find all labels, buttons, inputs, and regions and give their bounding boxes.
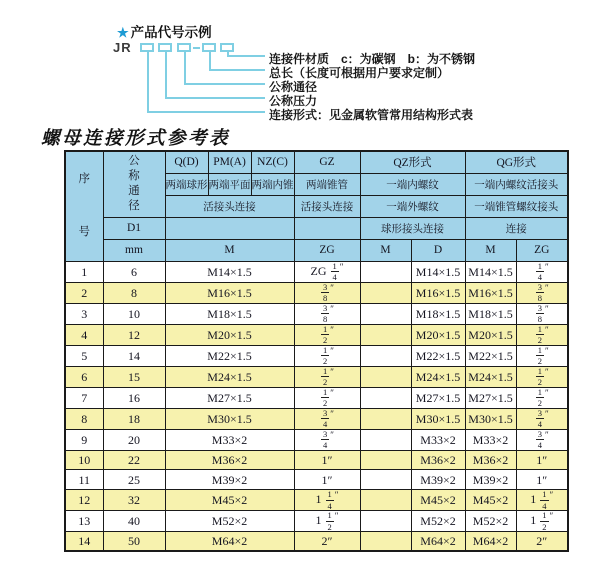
live-joint-header: 活接头连接 — [165, 195, 294, 217]
seq-cell: 1 — [65, 261, 103, 282]
dn-cell: 8 — [103, 282, 165, 303]
qg-m-cell: M18×1.5 — [465, 303, 516, 324]
seq-cell: 7 — [65, 387, 103, 408]
qz-m-cell — [360, 261, 411, 282]
diagram-label-diameter: 公称通径 — [269, 80, 318, 94]
m-thread-cell: M36×2 — [165, 450, 294, 470]
m-thread-cell: M27×1.5 — [165, 387, 294, 408]
qg-inner-thread-header: 一端内螺纹活接头 — [465, 173, 568, 195]
qg-m-cell: M27×1.5 — [465, 387, 516, 408]
dn-cell: 14 — [103, 345, 165, 366]
qg-conn-header: 连接 — [465, 217, 568, 239]
qz-d-cell: M64×2 — [411, 532, 465, 552]
diagram-heading — [117, 21, 212, 41]
qg-m-cell: M45×2 — [465, 490, 516, 511]
table-row — [65, 429, 568, 450]
qz-m-cell — [360, 366, 411, 387]
qz-d-cell: M30×1.5 — [411, 408, 465, 429]
mm-header: mm — [103, 239, 165, 261]
table-title: 螺母连接形式参考表 — [41, 129, 231, 149]
seq-cell: 9 — [65, 429, 103, 450]
dn-cell: 25 — [103, 470, 165, 490]
qg-zg-cell: $\frac{1}{2}$ ″ — [516, 366, 568, 387]
seq-cell: 13 — [65, 511, 103, 532]
qz-m-cell — [360, 282, 411, 303]
col-qz-header: QZ形式 — [360, 151, 465, 173]
table-row — [65, 261, 568, 282]
qz-m-cell — [360, 387, 411, 408]
gz-thread-header: ZG — [294, 239, 360, 261]
table-row — [65, 408, 568, 429]
seq-cell: 10 — [65, 450, 103, 470]
code-dash — [193, 47, 200, 49]
qz-d-cell: M36×2 — [411, 450, 465, 470]
qg-m-cell: M30×1.5 — [465, 408, 516, 429]
m-thread-header: M — [165, 239, 294, 261]
seq-cell: 14 — [65, 532, 103, 552]
gz-thread-cell: 1 $\frac{1}{4}$ ″ — [294, 490, 360, 511]
blank-header-gz — [294, 217, 360, 239]
qz-m-cell — [360, 345, 411, 366]
qz-m-cell — [360, 490, 411, 511]
gz-thread-cell: $\frac{1}{2}$ ″ — [294, 324, 360, 345]
qg-zg-cell: $\frac{1}{2}$ ″ — [516, 324, 568, 345]
table-row — [65, 387, 568, 408]
qg-zg-cell: 1″ — [516, 450, 568, 470]
m-thread-cell: M52×2 — [165, 511, 294, 532]
dn-cell: 20 — [103, 429, 165, 450]
code-box-5 — [220, 43, 234, 52]
code-box-1 — [140, 43, 154, 52]
table-row — [65, 490, 568, 511]
diagram-label-material: 连接件材质 c：为碳钢 b：为不锈钢 — [269, 52, 476, 66]
qz-inner-thread-header: 一端内螺纹 — [360, 173, 465, 195]
qz-m-header: M — [360, 239, 411, 261]
dn-cell: 40 — [103, 511, 165, 532]
qg-zg-header: ZG — [516, 239, 568, 261]
dn-cell: 18 — [103, 408, 165, 429]
product-code-prefix: JR — [113, 40, 132, 55]
qg-m-header: M — [465, 239, 516, 261]
qg-zg-cell: $\frac{3}{4}$ ″ — [516, 429, 568, 450]
gz-thread-cell: ZG $\frac{1}{4}$ ″ — [294, 261, 360, 282]
qz-d-cell: M45×2 — [411, 490, 465, 511]
dn-cell: 10 — [103, 303, 165, 324]
qg-m-cell: M52×2 — [465, 511, 516, 532]
nzc-ends-header: 两端内锥 — [251, 173, 294, 195]
qg-m-cell: M36×2 — [465, 450, 516, 470]
m-thread-cell: M16×1.5 — [165, 282, 294, 303]
blank-header-left — [165, 217, 294, 239]
table-row — [65, 345, 568, 366]
m-thread-cell: M30×1.5 — [165, 408, 294, 429]
qz-d-cell: M22×1.5 — [411, 345, 465, 366]
table-row — [65, 366, 568, 387]
col-pma-header: PM(A) — [208, 151, 251, 173]
m-thread-cell: M18×1.5 — [165, 303, 294, 324]
qg-zg-cell: 1 $\frac{1}{4}$ ″ — [516, 490, 568, 511]
diagram-label-connection: 连接形式：见金属软管常用结构形式表 — [269, 108, 474, 122]
reference-table — [64, 150, 569, 552]
qg-m-cell: M14×1.5 — [465, 261, 516, 282]
qg-zg-cell: 1″ — [516, 470, 568, 490]
qg-m-cell: M22×1.5 — [465, 345, 516, 366]
qz-d-cell: M20×1.5 — [411, 324, 465, 345]
star-icon: ★ — [117, 25, 129, 40]
gz-thread-cell: $\frac{1}{2}$ ″ — [294, 366, 360, 387]
qz-m-cell — [360, 324, 411, 345]
qg-taper-thread-header: 一端锥管螺纹接头 — [465, 195, 568, 217]
dn-cell: 32 — [103, 490, 165, 511]
qz-d-cell: M33×2 — [411, 429, 465, 450]
m-thread-cell: M14×1.5 — [165, 261, 294, 282]
dn-cell: 22 — [103, 450, 165, 470]
qg-zg-cell: $\frac{1}{2}$ ″ — [516, 387, 568, 408]
qz-d-header: D — [411, 239, 465, 261]
qg-m-cell: M24×1.5 — [465, 366, 516, 387]
gz-thread-cell: $\frac{3}{4}$ ″ — [294, 429, 360, 450]
table-row — [65, 324, 568, 345]
qg-zg-cell: $\frac{3}{8}$ ″ — [516, 282, 568, 303]
gz-thread-cell: 1″ — [294, 470, 360, 490]
dn-cell: 6 — [103, 261, 165, 282]
diagram-heading-text: 产品代号示例 — [130, 25, 212, 40]
dn-cell: 16 — [103, 387, 165, 408]
dn-header: 公称通径 — [103, 151, 165, 217]
qz-m-cell — [360, 470, 411, 490]
qg-zg-cell: $\frac{1}{4}$ ″ — [516, 261, 568, 282]
gz-thread-cell: 1″ — [294, 450, 360, 470]
gz-thread-cell: 2″ — [294, 532, 360, 552]
seq-cell: 3 — [65, 303, 103, 324]
qz-d-cell: M16×1.5 — [411, 282, 465, 303]
dn-cell: 12 — [103, 324, 165, 345]
d1-header: D1 — [103, 217, 165, 239]
qg-zg-cell: 1 $\frac{1}{2}$ ″ — [516, 511, 568, 532]
qz-m-cell — [360, 303, 411, 324]
code-box-3 — [177, 43, 191, 52]
seq-cell: 12 — [65, 490, 103, 511]
qz-d-cell: M18×1.5 — [411, 303, 465, 324]
pma-ends-header: 两端平面 — [208, 173, 251, 195]
table-row — [65, 303, 568, 324]
gz-thread-cell: $\frac{1}{2}$ ″ — [294, 345, 360, 366]
m-thread-cell: M22×1.5 — [165, 345, 294, 366]
qg-m-cell: M20×1.5 — [465, 324, 516, 345]
qz-d-cell: M24×1.5 — [411, 366, 465, 387]
dn-cell: 15 — [103, 366, 165, 387]
seq-cell: 6 — [65, 366, 103, 387]
code-box-2 — [158, 43, 172, 52]
diagram-label-pressure: 公称压力 — [269, 94, 318, 108]
qz-m-cell — [360, 511, 411, 532]
seq-cell: 5 — [65, 345, 103, 366]
table-row — [65, 450, 568, 470]
qz-m-cell — [360, 408, 411, 429]
qz-d-cell: M52×2 — [411, 511, 465, 532]
gz-thread-cell: 1 $\frac{1}{2}$ ″ — [294, 511, 360, 532]
col-nzc-header: NZ(C) — [251, 151, 294, 173]
qz-m-cell — [360, 429, 411, 450]
m-thread-cell: M24×1.5 — [165, 366, 294, 387]
gz-conn-header: 活接头连接 — [294, 195, 360, 217]
m-thread-cell: M64×2 — [165, 532, 294, 552]
dn-cell: 50 — [103, 532, 165, 552]
qz-m-cell — [360, 450, 411, 470]
qz-outer-thread-header: 一端外螺纹 — [360, 195, 465, 217]
qz-ball-conn-header: 球形接头连接 — [360, 217, 465, 239]
gz-thread-cell: $\frac{3}{4}$ ″ — [294, 408, 360, 429]
table-row — [65, 511, 568, 532]
qz-m-cell — [360, 532, 411, 552]
qg-m-cell: M39×2 — [465, 470, 516, 490]
col-gz-header: GZ — [294, 151, 360, 173]
seq-cell: 4 — [65, 324, 103, 345]
qg-zg-cell: 2″ — [516, 532, 568, 552]
table-row — [65, 282, 568, 303]
table-row — [65, 532, 568, 552]
qg-m-cell: M33×2 — [465, 429, 516, 450]
gz-thread-cell: $\frac{3}{8}$ ″ — [294, 303, 360, 324]
connector-line-5 — [147, 52, 265, 113]
m-thread-cell: M39×2 — [165, 470, 294, 490]
diagram-label-length: 总长（长度可根据用户要求定制） — [269, 66, 450, 80]
qz-d-cell: M39×2 — [411, 470, 465, 490]
gz-thread-cell: $\frac{3}{8}$ ″ — [294, 282, 360, 303]
qg-m-cell: M16×1.5 — [465, 282, 516, 303]
code-box-4 — [202, 43, 216, 52]
m-thread-cell: M33×2 — [165, 429, 294, 450]
qz-d-cell: M14×1.5 — [411, 261, 465, 282]
seq-header: 序号 — [65, 151, 103, 261]
m-thread-cell: M45×2 — [165, 490, 294, 511]
table-row — [65, 470, 568, 490]
m-thread-cell: M20×1.5 — [165, 324, 294, 345]
seq-cell: 11 — [65, 470, 103, 490]
qd-ends-header: 两端球形 — [165, 173, 208, 195]
qg-zg-cell: $\frac{3}{4}$ ″ — [516, 408, 568, 429]
qz-d-cell: M27×1.5 — [411, 387, 465, 408]
gz-thread-cell: $\frac{1}{2}$ ″ — [294, 387, 360, 408]
col-qd-header: Q(D) — [165, 151, 208, 173]
gz-ends-header: 两端锥管 — [294, 173, 360, 195]
col-qg-header: QG形式 — [465, 151, 568, 173]
qg-zg-cell: $\frac{3}{8}$ ″ — [516, 303, 568, 324]
seq-cell: 8 — [65, 408, 103, 429]
seq-cell: 2 — [65, 282, 103, 303]
qg-zg-cell: $\frac{1}{2}$ ″ — [516, 345, 568, 366]
qg-m-cell: M64×2 — [465, 532, 516, 552]
